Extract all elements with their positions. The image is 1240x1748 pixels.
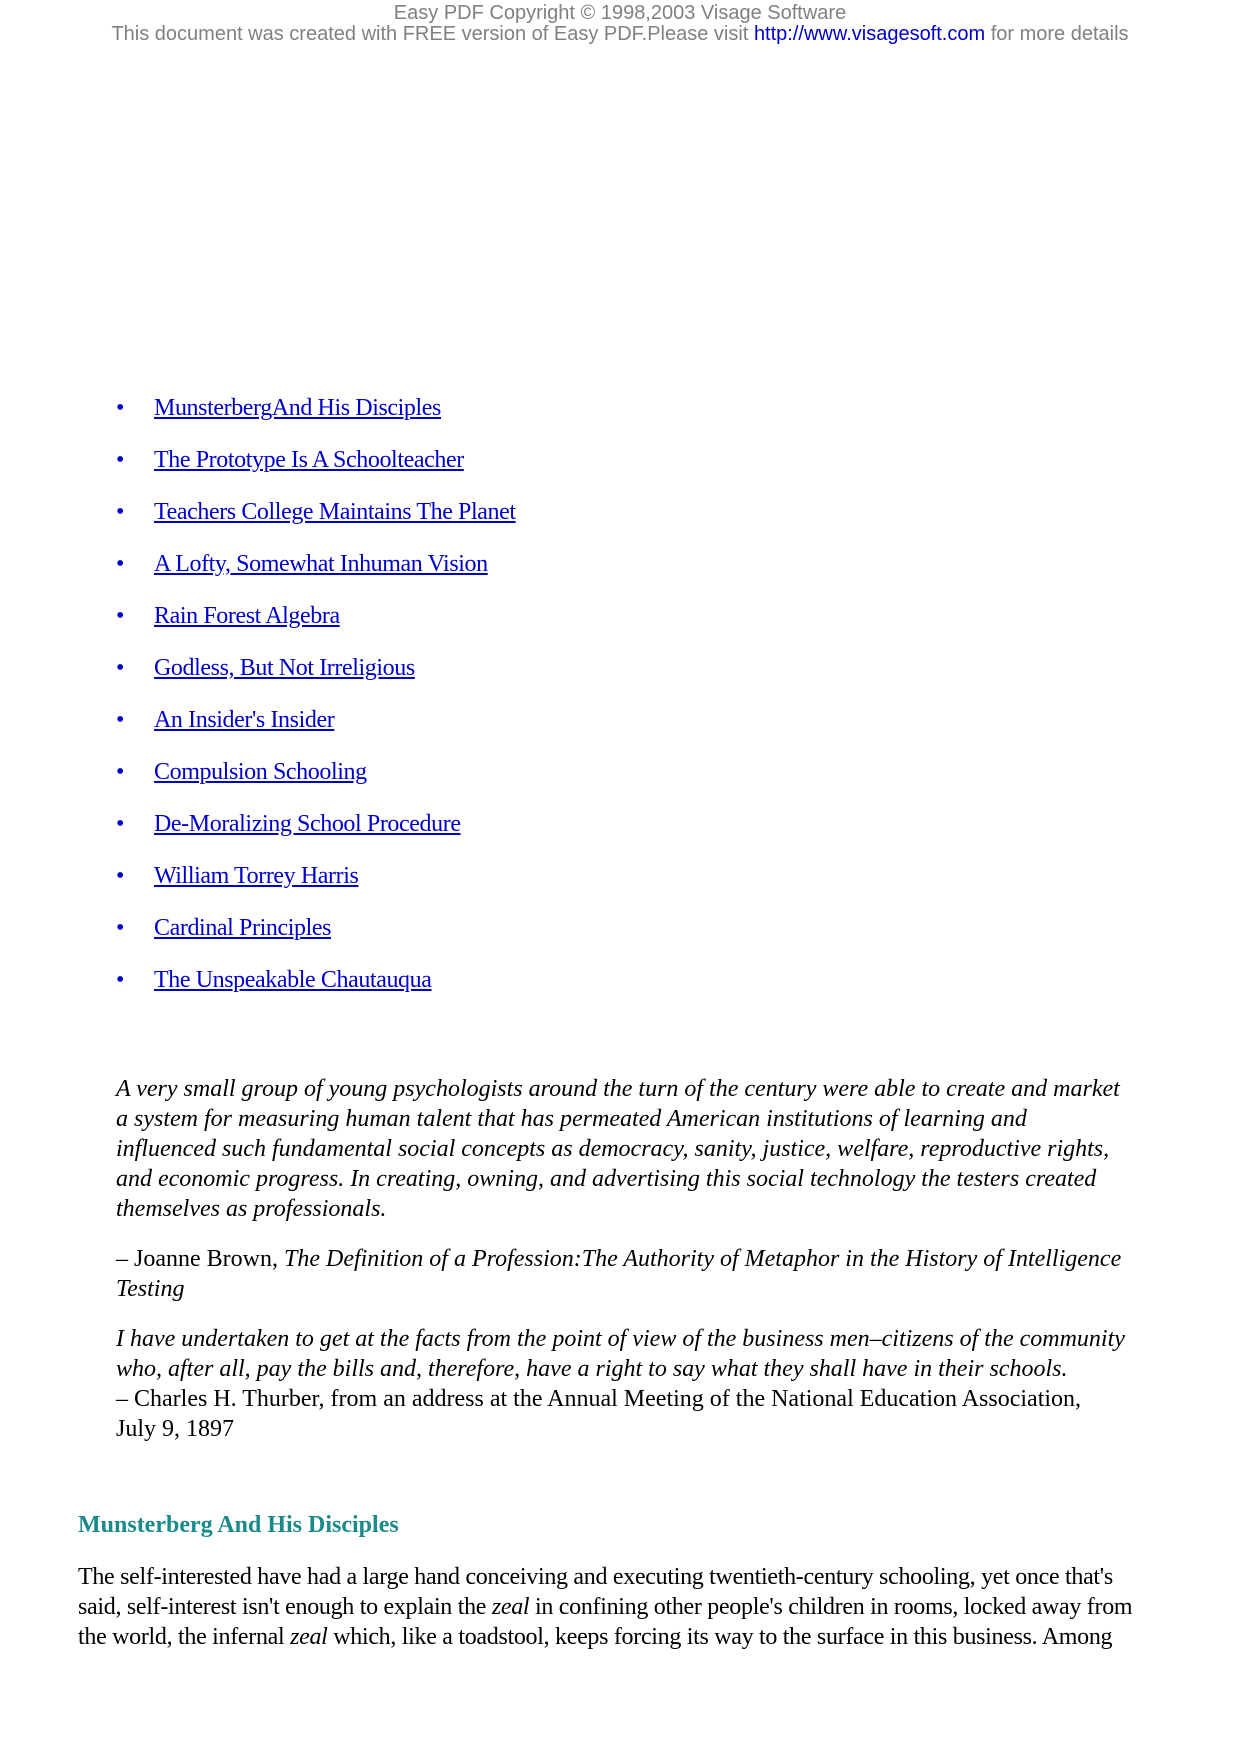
toc-link[interactable]: De-Moralizing School Procedure <box>154 811 461 837</box>
bullet-icon: • <box>116 967 125 993</box>
body-text-segment: which, like a toadstool, keeps forcing its way to the surface in this business. Among <box>327 1624 1113 1650</box>
toc-link[interactable]: The Prototype Is A Schoolteacher <box>154 447 464 473</box>
toc-item <box>116 550 516 602</box>
bullet-icon: • <box>116 811 125 837</box>
notice-text-before: This document was created with FREE version of Easy PDF.Please visit <box>111 23 754 45</box>
toc-link[interactable]: The Unspeakable Chautauqua <box>154 967 432 993</box>
toc-link[interactable]: Teachers College Maintains The Planet <box>154 499 516 525</box>
toc-item <box>116 914 516 966</box>
toc-link[interactable]: William Torrey Harris <box>154 863 359 889</box>
toc-item <box>116 602 516 654</box>
toc-link[interactable]: Rain Forest Algebra <box>154 603 340 629</box>
bullet-icon: • <box>116 551 125 577</box>
bullet-icon: • <box>116 603 125 629</box>
body-paragraph <box>78 1562 1158 1652</box>
emphasis-zeal: zeal <box>491 1594 530 1620</box>
table-of-contents <box>116 394 516 1018</box>
toc-item <box>116 498 516 550</box>
toc-link[interactable]: Cardinal Principles <box>154 915 332 941</box>
visagesoft-link[interactable]: http://www.visagesoft.com <box>753 23 986 45</box>
toc-link[interactable]: Godless, But Not Irreligious <box>154 655 415 681</box>
bullet-icon: • <box>116 759 125 785</box>
notice-line <box>0 23 1240 45</box>
epigraphs <box>116 1074 1126 1444</box>
toc-link[interactable]: MunsterbergAnd His Disciples <box>154 395 441 421</box>
toc-link[interactable]: A Lofty, Somewhat Inhuman Vision <box>154 551 488 577</box>
bullet-icon: • <box>116 447 125 473</box>
toc-item <box>116 706 516 758</box>
epigraph-attribution-brown <box>116 1244 1126 1304</box>
emphasis-zeal: zeal <box>290 1624 328 1650</box>
toc-item <box>116 966 516 1018</box>
bullet-icon: • <box>116 395 125 421</box>
toc-link[interactable]: Compulsion Schooling <box>154 759 367 785</box>
toc-item <box>116 654 516 706</box>
bullet-icon: • <box>116 655 125 681</box>
toc-link[interactable]: An Insider's Insider <box>154 707 335 733</box>
attribution-book-title: The Definition of a Profession:The Authority of Metaphor in the History of Intelligence Testing <box>116 1246 1122 1302</box>
toc-item <box>116 394 516 446</box>
bullet-icon: • <box>116 915 125 941</box>
toc-item <box>116 758 516 810</box>
body-text-segment: The self-interested have had a large hand conceiving and executing twentieth-century schooling, yet once that's said, self-interest isn't enough to explain the <box>78 1564 1113 1620</box>
copyright-line: Easy PDF Copyright © 1998,2003 Visage Software <box>393 2 847 24</box>
bullet-icon: • <box>116 707 125 733</box>
bullet-icon: • <box>116 863 125 889</box>
epigraph-quote-thurber: I have undertaken to get at the facts from the point of view of the business men–citizens of the community who, after all, pay the bills and, therefore, have a right to say what they shall have in their schools. <box>116 1326 1125 1382</box>
epigraph-attribution-thurber: – Charles H. Thurber, from an address at the Annual Meeting of the National Education Association, July 9, 1897 <box>116 1386 1082 1442</box>
toc-item <box>116 862 516 914</box>
toc-item <box>116 446 516 498</box>
bullet-icon: • <box>116 499 125 525</box>
body-text-segment: in confining other people's children in rooms, locked away from the world, the infernal <box>78 1594 1133 1650</box>
section-heading: Munsterberg And His Disciples <box>78 1512 399 1538</box>
toc-item <box>116 810 516 862</box>
attribution-author: – Joanne Brown, <box>116 1246 284 1272</box>
notice-text-after: for more details <box>985 23 1129 45</box>
epigraph-quote-brown: A very small group of young psychologists around the turn of the century were able to create and market a system for measuring human talent that has permeated American institutions of learning and influenced such fundamental social concepts as democracy, sanity, justice, welfare, reproductive rights, and economic progress. In creating, owning, and advertising this social technology the testers created themselves as professionals. <box>116 1076 1120 1222</box>
